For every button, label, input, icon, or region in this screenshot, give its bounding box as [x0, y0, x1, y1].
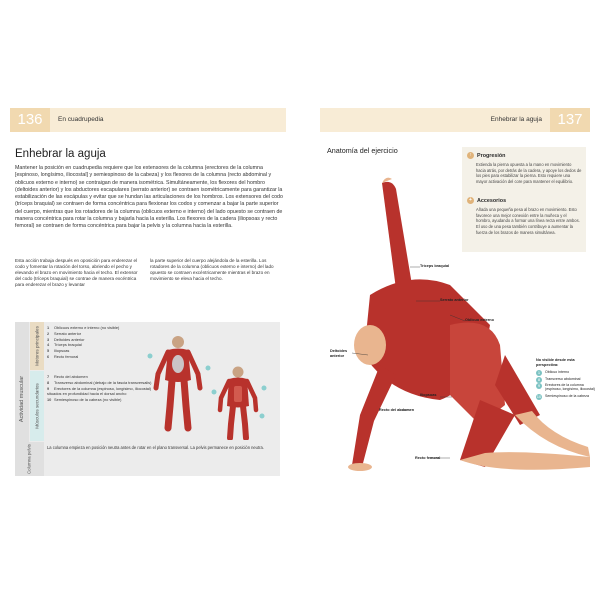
principal-label-text: Motores principales	[34, 326, 40, 366]
legend-text: Erectores de la columna (espinoso, longísimo, iliocostal)	[545, 383, 595, 392]
anatomy-figures	[130, 328, 280, 440]
spine-group-label	[15, 442, 44, 476]
legend-item	[536, 370, 596, 374]
muscle-activity-table	[15, 322, 280, 476]
secondary-group-label	[30, 371, 44, 441]
section-label-left: En cuadrupedia	[58, 116, 104, 123]
progression-heading-text: Progresión	[477, 152, 506, 159]
front-view-figure	[220, 367, 256, 439]
progression-icon: ↑	[467, 152, 474, 159]
item-text: Semiespinoso de la cabeza (no visible)	[54, 397, 122, 403]
item-text: Erectores de la columna (espinoso, longísimo, iliocostal) situados en profundidad hacia el dorsal ancho	[47, 385, 152, 397]
progression-heading	[467, 152, 505, 159]
legend-number: 1	[537, 370, 541, 376]
label-recto-abdomen: Recto del abdomen	[379, 408, 415, 412]
legend-text: Oblicuo interno	[545, 370, 570, 375]
activity-title-text: Actividad muscular	[19, 375, 25, 423]
spine-note: La columna empieza en posición neutra antes de rotar en el plano transversal. La pelvis permanece en posición neutra.	[47, 445, 264, 450]
item-number: 7	[47, 374, 50, 379]
legend-text: Semiespinoso de la cabeza	[545, 393, 589, 398]
item-number: 10	[47, 397, 52, 403]
label-iliopsoas: Iliopsoas	[420, 393, 437, 397]
body-column-1: Esta acción trabaja después en oposición para enderezar el codo y fomentar la rotación del torso, abriendo el pecho y elevando el brazo en movimiento hacia el techo. El extensor del codo (tríceps braquial) se contrae de manera excéntrica para enderezar el brazo y levantar	[15, 258, 138, 288]
intro-paragraph: Mantener la posición en cuadrupedia requiere que los extensores de la columna (erectores de la columna [espinoso, longísimo, iliocostal] y semiespinoso de la cabeza) y los flexores de la columna (recto abdominal y oblicuos externo e interno) se contraigan de manera isométrica. Simultáneamente, los flexores del hombro (deltoides anterior) y los abductores escapulares (serrato anterior) se contraen isométricamente para garantizar la estabilización de las escápulas y evitar que se hundan las articulaciones de los hombros. Los extensores del codo (tríceps braquial) se contraen de forma concéntrica para flexionar los codos y comenzar a bajar la parte superior del cuerpo, mientras que los rotadores de la columna (oblicuos externo e interno) del lado opuesto se contraen de manera concéntrica para rotar la columna y bajarla hacia la esterilla. Los flexores de la cadera (iliopsoas y recto femoral) se contraen de forma concéntrica para bajar la pelvis y la columna hacia la esterilla.	[15, 165, 283, 230]
legend-item	[536, 377, 596, 381]
label-serrato: Serrato anterior	[440, 298, 469, 302]
item-number: 3	[47, 336, 50, 342]
legend-number: 10	[536, 393, 542, 399]
item-number: 4	[47, 342, 50, 348]
label-triceps: Tríceps braquial	[420, 264, 450, 268]
accessories-icon: +	[467, 197, 474, 204]
accessories-text: Añada una pequeña pesa al brazo en movimiento. Esto favorece una mejor conexión entre la muñeca y el hombro, ayudando a formar una línea recta entre ambos. El uso de una pesa también contribuye a aumentar la fuerza de los brazos de manera simultánea.	[476, 207, 580, 235]
legend-item	[536, 394, 596, 398]
item-number: 5	[47, 348, 50, 354]
section-label-right: Enhebrar la aguja	[490, 116, 542, 123]
item-number: 9	[47, 385, 50, 391]
accessories-heading-text: Accesorios	[477, 197, 507, 204]
item-number: 1	[47, 325, 50, 330]
label-deltoides: Deltoides anterior	[330, 349, 348, 358]
page-number-left: 136	[10, 108, 50, 132]
item-text: Serrato anterior	[54, 330, 82, 336]
legend-title: No visible desde esta perspectiva:	[536, 358, 575, 367]
secondary-label-text: Músculos secundarios	[34, 383, 40, 429]
label-recto-femoral: Recto femoral	[415, 456, 441, 460]
legend-item	[536, 383, 596, 392]
legend-number: 8	[537, 376, 541, 382]
label-oblicuo: Oblicuo externo	[465, 318, 494, 322]
header-band-left	[10, 108, 286, 132]
header-band-right	[320, 108, 590, 132]
spine-label-text: Columna pelvis	[26, 443, 32, 475]
item-text: Tríceps braquial	[54, 342, 82, 348]
exercise-illustration	[300, 175, 600, 480]
item-number: 2	[47, 330, 50, 336]
item-number: 6	[47, 353, 50, 359]
legend-text: Transverso abdominal	[545, 376, 581, 381]
item-text: Deltoides anterior	[54, 336, 85, 342]
progression-text: Extienda la pierna opuesta a la mano en movimiento hacia atrás, por detrás de la cadera, y apoye los dedos de los pies para estabilizar la pierna. Esto requiere una mayor activación del core para mantener el equilibrio.	[476, 162, 582, 185]
right-page	[300, 0, 600, 600]
principal-group-label	[30, 322, 44, 370]
back-view-figure	[156, 336, 200, 428]
item-text: Oblicuos externo e interno (no visible)	[54, 325, 120, 330]
item-text: Iliopsoas	[54, 348, 70, 354]
legend-number: 9	[537, 383, 541, 388]
exercise-title: Enhebrar la aguja	[15, 148, 106, 160]
item-text: Transverso abdominal (debajo de la fascia transversalis)	[54, 379, 152, 385]
item-text: Recto femoral	[54, 353, 79, 359]
anatomy-title: Anatomía del ejercicio	[327, 146, 398, 155]
item-number: 8	[47, 379, 50, 385]
item-text: Recto del abdomen	[54, 374, 88, 379]
page-number-right: 137	[550, 108, 590, 132]
not-visible-legend	[536, 358, 596, 400]
body-column-2: la parte superior del cuerpo alejándola de la esterilla. Los rotadores de la columna (oblicuos externo e interno) del lado opuesto se contraen excéntricamente mientras el brazo en movimiento se eleva hacia el techo.	[150, 258, 274, 282]
